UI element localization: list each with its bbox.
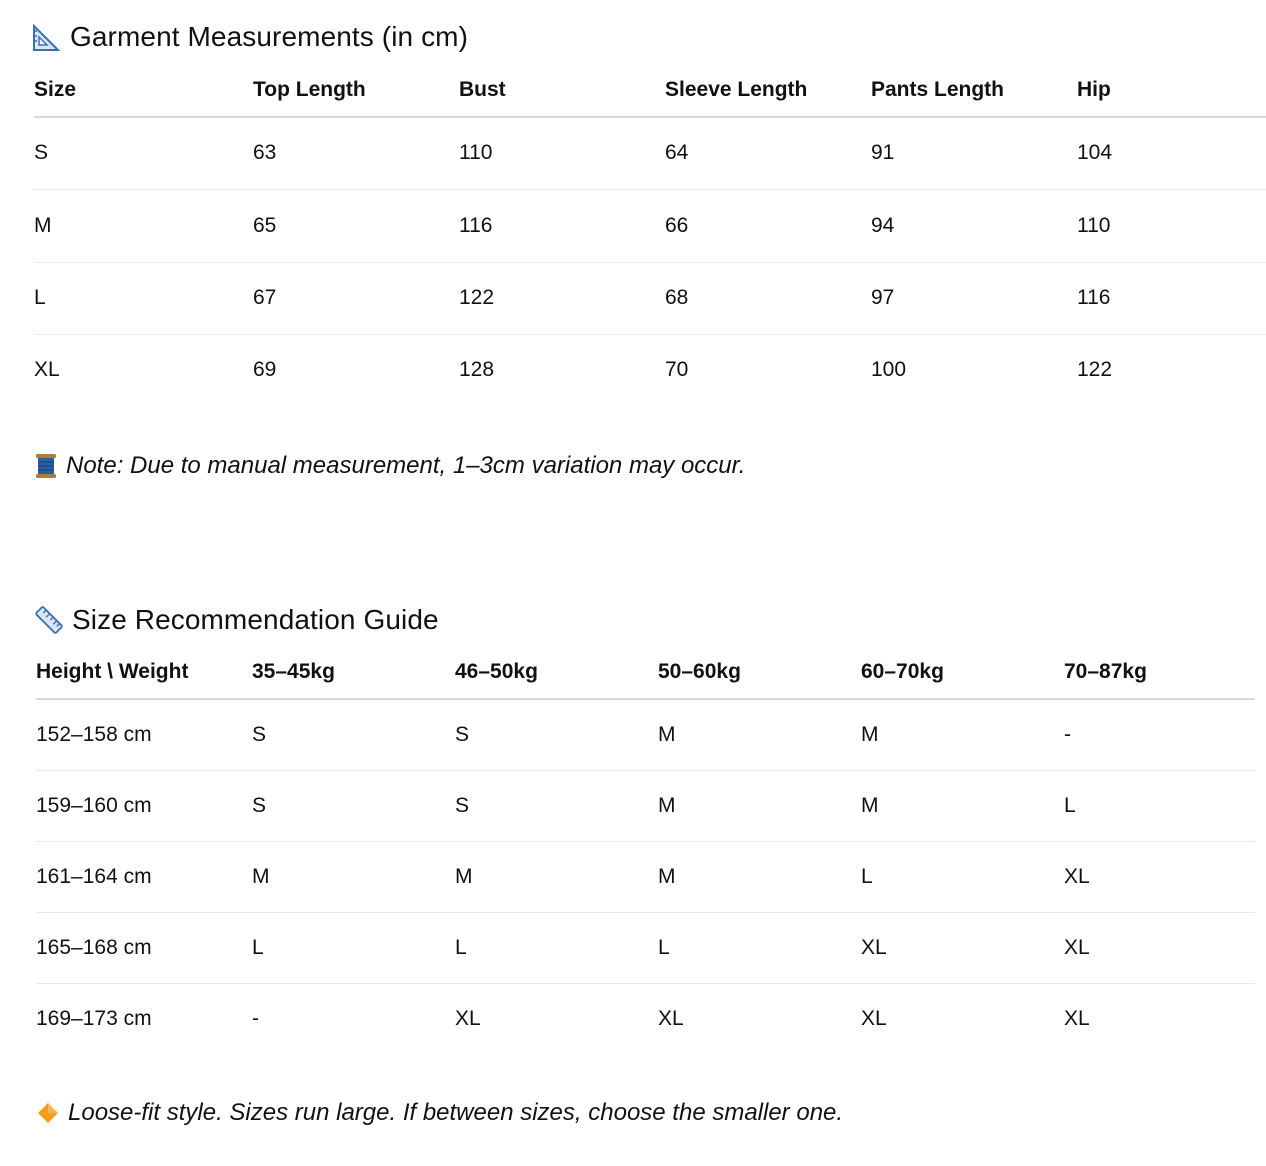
table-row — [34, 334, 1266, 406]
table-cell: M — [34, 189, 253, 262]
column-header: Hip — [1077, 72, 1266, 117]
table-cell: S — [34, 117, 253, 189]
table-cell: 169–173 cm — [36, 1006, 152, 1030]
table-cell: 116 — [1077, 262, 1266, 334]
table-cell: M — [861, 699, 1064, 770]
column-header: Height \ Weight — [36, 654, 252, 699]
fit-note — [36, 1097, 843, 1129]
column-header: Pants Length — [871, 72, 1077, 117]
table-cell: M — [252, 841, 455, 912]
measurements-title: Garment Measurements (in cm) — [70, 21, 469, 52]
measurement-note — [34, 450, 745, 482]
table-cell: L — [861, 841, 1064, 912]
table-cell: XL — [658, 1006, 684, 1030]
table-cell: S — [455, 699, 658, 770]
recommendation-title: Size Recommendation Guide — [72, 604, 439, 635]
table-cell: 94 — [871, 189, 1077, 262]
table-cell: L — [34, 262, 253, 334]
column-header: Sleeve Length — [665, 72, 871, 117]
table-cell: XL — [1064, 841, 1255, 912]
table-cell: 128 — [459, 358, 495, 382]
fit-note-text: Loose-fit style. Sizes run large. If between sizes, choose the smaller one. — [68, 1099, 844, 1126]
table-cell: 116 — [459, 189, 665, 262]
table-cell: 165–168 cm — [36, 912, 252, 983]
table-row — [36, 699, 1255, 770]
table-cell: 65 — [253, 189, 459, 262]
straight-ruler-icon — [34, 605, 64, 635]
table-cell: 110 — [459, 117, 665, 189]
table-row — [34, 117, 1266, 189]
recommendation-table — [36, 654, 1255, 1054]
column-header: 70–87kg — [1064, 654, 1255, 699]
table-cell: 69 — [253, 358, 277, 382]
table-cell: L — [252, 912, 455, 983]
table-cell: M — [455, 841, 658, 912]
table-row — [36, 770, 1255, 841]
table-cell: 66 — [665, 189, 871, 262]
table-cell: XL — [1064, 912, 1255, 983]
table-cell: 110 — [1077, 189, 1266, 262]
recommendation-title-row — [34, 603, 439, 637]
measurements-title-row — [32, 20, 468, 54]
table-cell: XL — [455, 1006, 481, 1030]
table-row — [34, 262, 1266, 334]
measurement-note-text: Note: Due to manual measurement, 1–3cm variation may occur. — [66, 452, 746, 479]
table-cell: 152–158 cm — [36, 699, 252, 770]
table-cell: M — [861, 770, 1064, 841]
table-row — [36, 841, 1255, 912]
column-header: 46–50kg — [455, 654, 658, 699]
table-cell: L — [658, 912, 861, 983]
table-cell: L — [455, 912, 658, 983]
column-header: 60–70kg — [861, 654, 1064, 699]
table-cell: S — [252, 770, 455, 841]
table-cell: XL — [861, 912, 1064, 983]
measurements-table — [34, 72, 1266, 406]
table-cell: M — [658, 770, 861, 841]
table-cell: S — [455, 770, 658, 841]
recommendation-header-row — [36, 654, 1255, 699]
table-cell: 91 — [871, 117, 1077, 189]
column-header: 35–45kg — [252, 654, 455, 699]
table-cell: XL — [34, 358, 60, 382]
table-cell: XL — [861, 1006, 887, 1030]
table-cell: L — [1064, 770, 1255, 841]
table-cell: S — [252, 699, 455, 770]
column-header: Size — [34, 72, 253, 117]
table-cell: 104 — [1077, 117, 1266, 189]
table-cell: XL — [1064, 1006, 1090, 1030]
table-cell: 70 — [665, 358, 689, 382]
table-cell: 67 — [253, 262, 459, 334]
measurements-header-row — [34, 72, 1266, 117]
table-cell: 97 — [871, 262, 1077, 334]
table-cell: 122 — [459, 262, 665, 334]
table-cell: - — [1064, 699, 1255, 770]
triangular-ruler-icon — [32, 22, 62, 52]
column-header: Bust — [459, 72, 665, 117]
table-cell: 161–164 cm — [36, 841, 252, 912]
table-cell: 68 — [665, 262, 871, 334]
table-cell: 159–160 cm — [36, 770, 252, 841]
table-cell: - — [252, 1006, 259, 1030]
table-cell: 63 — [253, 117, 459, 189]
table-row — [34, 189, 1266, 262]
table-cell: 122 — [1077, 358, 1113, 382]
column-header: Top Length — [253, 72, 459, 117]
orange-diamond-icon — [36, 1100, 60, 1126]
column-header: 50–60kg — [658, 654, 861, 699]
table-cell: 64 — [665, 117, 871, 189]
table-cell: M — [658, 841, 861, 912]
table-row — [36, 983, 1255, 1054]
spool-of-thread-icon — [34, 453, 58, 479]
table-cell: 100 — [871, 358, 907, 382]
table-row — [36, 912, 1255, 983]
table-cell: M — [658, 699, 861, 770]
